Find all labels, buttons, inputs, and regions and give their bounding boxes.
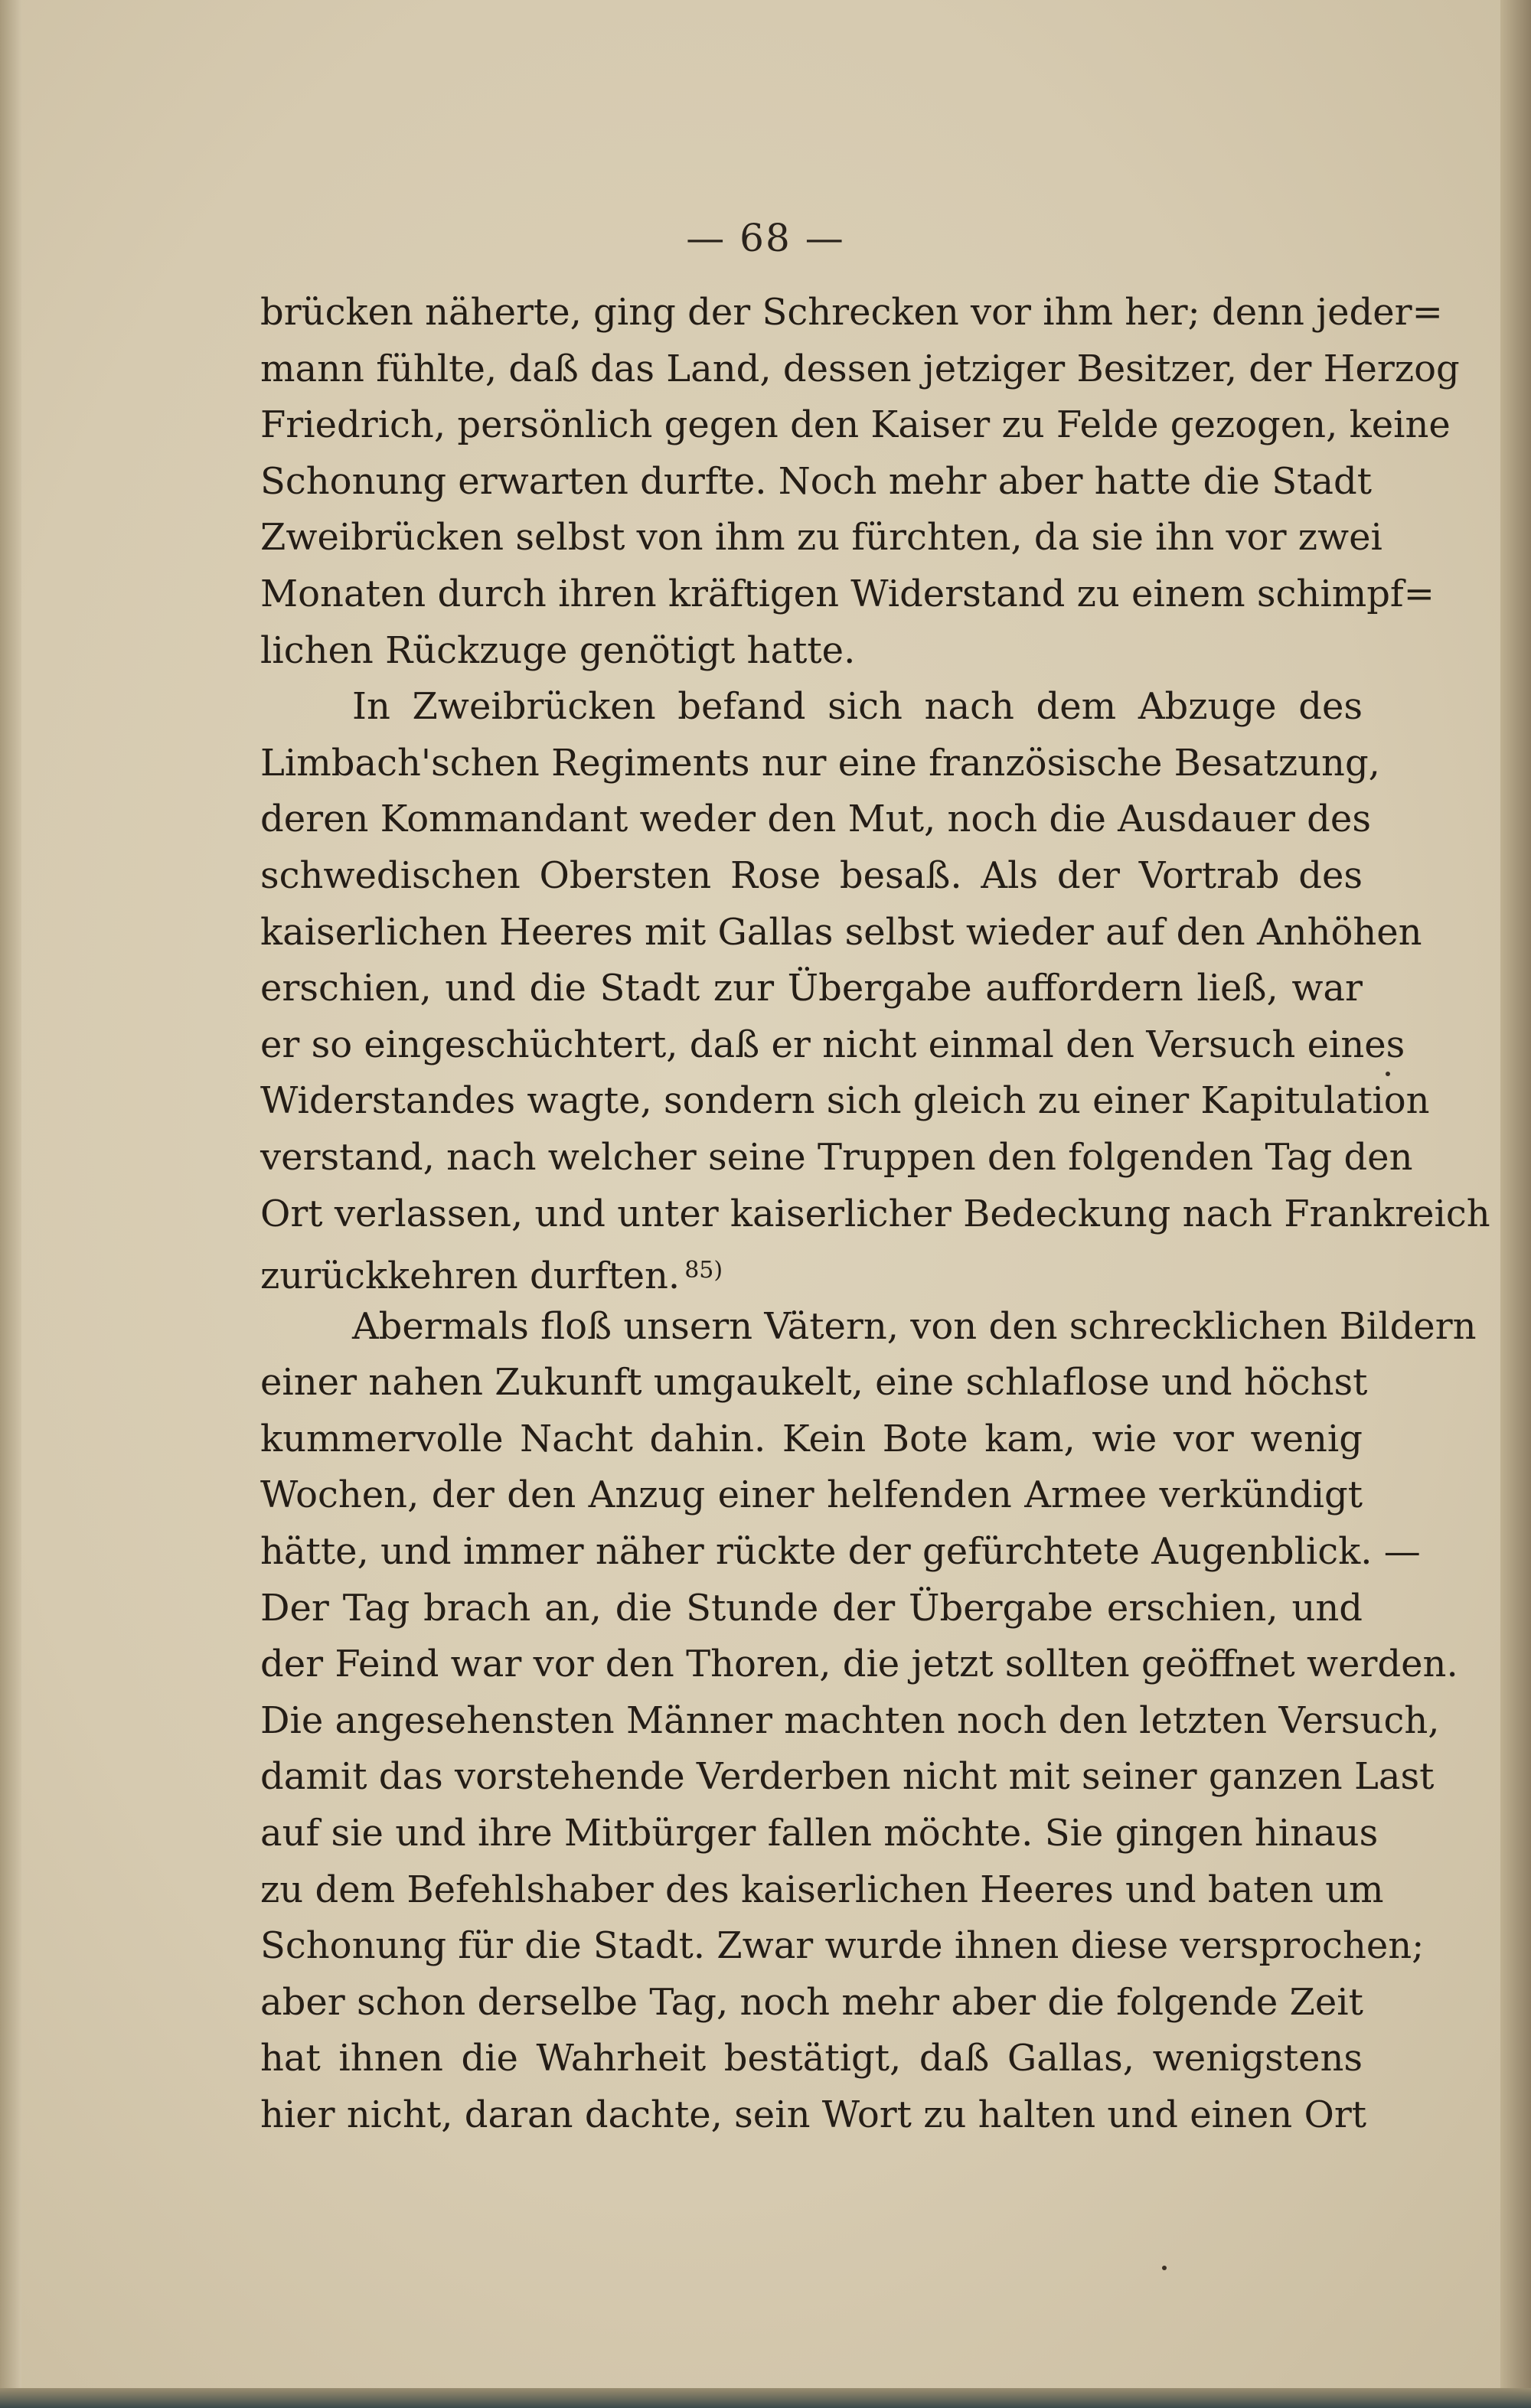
text-line: Wochen, der den Anzug einer helfenden Armee verkündigt	[260, 1473, 1363, 1517]
text-line: erschien, und die Stadt zur Übergabe auffordern ließ, war	[260, 967, 1363, 1010]
page-gutter	[0, 0, 21, 2388]
ink-speck	[1386, 1072, 1390, 1076]
page-bottom-edge	[0, 2388, 1531, 2408]
text-line: auf sie und ihre Mitbürger fallen möchte. Sie gingen hinaus	[260, 1812, 1379, 1855]
text-line: Schonung erwarten durfte. Noch mehr aber hatte die Stadt	[260, 459, 1372, 503]
text-line: einer nahen Zukunft umgaukelt, eine schlaflose und höchst	[260, 1361, 1368, 1405]
text-line-with-footnote	[260, 1242, 1363, 1299]
text-line: In Zweibrücken befand sich nach dem Abzuge des	[352, 685, 1363, 729]
text-line: hätte, und immer näher rückte der gefürchtete Augenblick. —	[260, 1530, 1421, 1574]
text-line: hier nicht, daran dachte, sein Wort zu halten und einen Ort	[260, 2093, 1367, 2136]
body-text	[260, 285, 1490, 2144]
text-line: aber schon derselbe Tag, noch mehr aber die folgende Zeit	[260, 1980, 1363, 2024]
text-line: der Feind war vor den Thoren, die jetzt sollten geöffnet werden.	[260, 1643, 1458, 1686]
text-line: er so eingeschüchtert, daß er nicht einmal den Versuch eines	[260, 1023, 1405, 1066]
text-line: schwedischen Obersten Rose besaß. Als der Vortrab des	[260, 853, 1363, 897]
text-line: damit das vorstehende Verderben nicht mit seiner ganzen Last	[260, 1755, 1435, 1799]
text-line: deren Kommandant weder den Mut, noch die Ausdauer des	[260, 798, 1371, 841]
page-right-edge	[1500, 0, 1531, 2408]
text-line: hat ihnen die Wahrheit bestätigt, daß Gallas, wenigstens	[260, 2037, 1363, 2080]
text-line: brücken näherte, ging der Schrecken vor ihm her; denn jeder=	[260, 291, 1443, 334]
footnote-reference: 85)	[684, 1257, 723, 1284]
page-number: — 68 —	[686, 216, 845, 260]
paragraph-1	[260, 285, 1460, 679]
text-line: Ort verlassen, und unter kaiserlicher Bedeckung nach Frankreich	[260, 1192, 1490, 1235]
text-line: Limbach'schen Regiments nur eine französische Besatzung,	[260, 741, 1380, 785]
text-line: Die angesehensten Männer machten noch den letzten Versuch,	[260, 1698, 1440, 1742]
text-line: Abermals floß unsern Vätern, von den schrecklichen Bildern	[352, 1304, 1477, 1348]
text-line: Der Tag brach an, die Stunde der Übergabe erschien, und	[260, 1586, 1363, 1630]
text-line: kaiserlichen Heeres mit Gallas selbst wieder auf den Anhöhen	[260, 910, 1422, 954]
text-line: verstand, nach welcher seine Truppen den folgenden Tag den	[260, 1135, 1413, 1179]
text-line: mann fühlte, daß das Land, dessen jetziger Besitzer, der Herzog	[260, 347, 1460, 390]
text-line: Zweibrücken selbst von ihm zu fürchten, da sie ihn vor zwei	[260, 516, 1382, 560]
text-line: zu dem Befehlshaber des kaiserlichen Heeres und baten um	[260, 1868, 1384, 1911]
text-line: Monaten durch ihren kräftigen Widerstand zu einem schimpf=	[260, 572, 1435, 615]
text-line: Widerstandes wagte, sondern sich gleich zu einer Kapitulation	[260, 1079, 1430, 1123]
text-line: kummervolle Nacht dahin. Kein Bote kam, wie vor wenig	[260, 1417, 1363, 1460]
text-line: zurückkehren durften.	[260, 1255, 681, 1298]
ink-speck	[1162, 2266, 1167, 2270]
paragraph-3	[260, 1299, 1477, 2144]
text-line: lichen Rückzuge genötigt hatte.	[260, 628, 856, 672]
text-line: Schonung für die Stadt. Zwar wurde ihnen diese versprochen;	[260, 1924, 1425, 1968]
text-line: Friedrich, persönlich gegen den Kaiser zu Felde gezogen, keine	[260, 403, 1451, 447]
paragraph-2	[260, 679, 1490, 1299]
